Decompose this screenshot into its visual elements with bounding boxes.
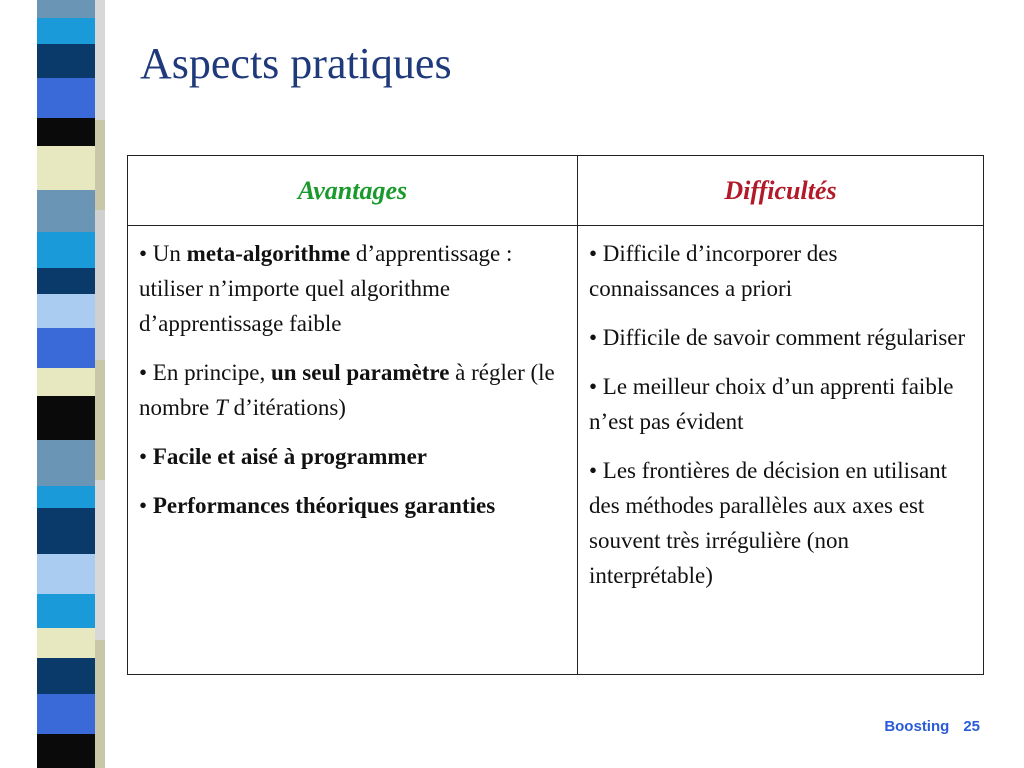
advantage-2-prefix: • En principe, [139,360,271,385]
advantage-1-rest: d’apprentissage : utiliser n’importe quel algorithme d’apprentissage faible [139,241,513,336]
difficulty-item-2: • Difficile de savoir comment régulariser [589,325,966,350]
slide-footer [870,718,980,735]
slide-title: Aspects pratiques [140,39,452,88]
decorative-stripe-shadow [95,0,105,768]
page-number: 25 [963,718,980,735]
advantage-item-1 [139,236,567,341]
comparison-table [127,155,984,675]
advantage-4-bold: Performances théoriques garanties [152,493,496,518]
table-header-row [128,156,984,226]
advantage-2-italic: T [215,395,228,420]
advantage-1-bold: meta-algorithme [186,241,351,266]
difficulties-cell [578,226,984,675]
difficulty-item-1: • Difficile d’incorporer des connaissances a priori [589,241,838,301]
advantages-header: Avantages [128,156,578,226]
advantages-cell [128,226,578,675]
difficulty-item-3: • Le meilleur choix d’un apprenti faible n’est pas évident [589,374,954,434]
table-body-row [128,226,984,675]
advantage-3-bold: Facile et aisé à programmer [152,444,428,469]
advantage-2-mid: à régler (le nombre [139,360,555,420]
footer-section: Boosting [884,718,950,735]
advantage-2-end: d’itérations) [227,395,346,420]
advantage-2-bold: un seul paramètre [270,360,450,385]
difficulties-header: Difficultés [578,156,984,226]
advantage-3-prefix: • [139,444,153,469]
advantage-item-3 [139,439,567,474]
difficulty-item-4: • Les frontières de décision en utilisant des méthodes parallèles aux axes est souvent très irrégulière (non interprétable) [589,458,948,588]
advantage-item-4 [139,488,567,523]
advantage-4-prefix: • [139,493,153,518]
decorative-stripe [37,0,95,768]
advantage-item-2 [139,355,567,425]
advantage-1-prefix: • Un [139,241,187,266]
